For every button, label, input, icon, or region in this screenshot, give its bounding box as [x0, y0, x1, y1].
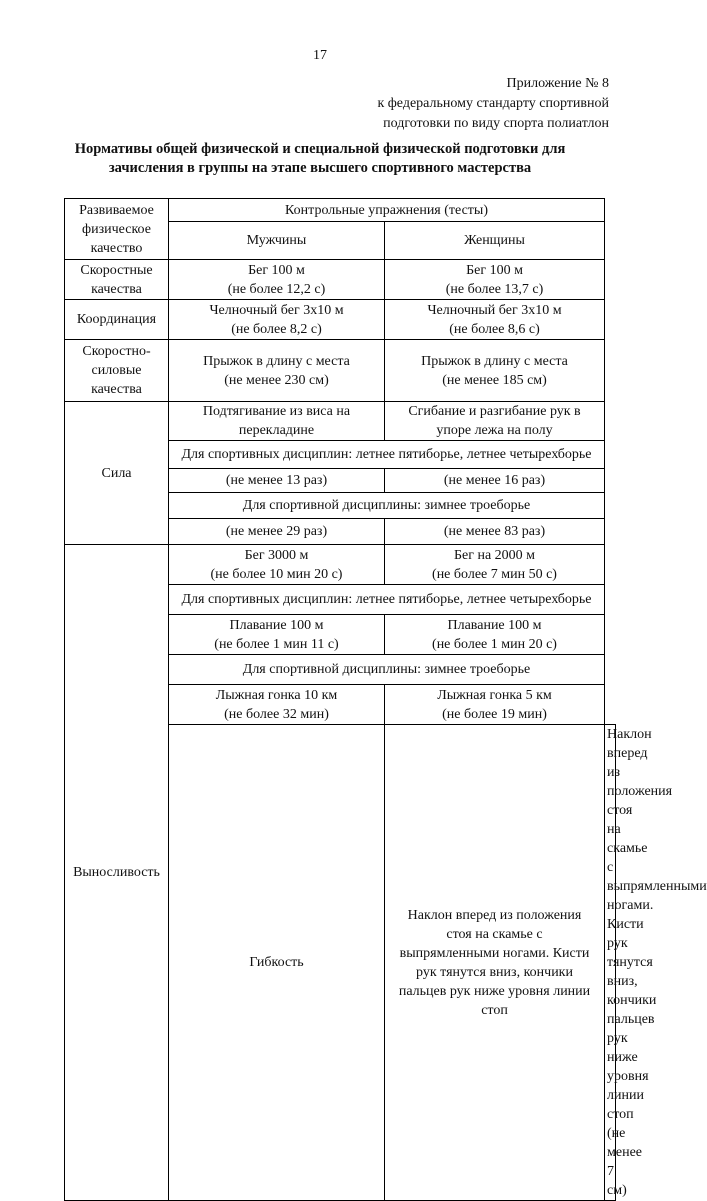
- women-cell: (не менее 16 раз): [385, 469, 605, 493]
- women-cell: (не менее 83 раз): [385, 519, 605, 545]
- quality-label: силовые: [91, 363, 142, 378]
- exercise-text: Бег 3000 м: [244, 547, 309, 563]
- exercise-text: Плавание 100 м: [229, 617, 324, 633]
- men-cell: [169, 340, 385, 402]
- norm-text: (не более 12,2 с): [227, 281, 326, 297]
- norm-text: (не менее 7 см): [607, 1126, 643, 1198]
- appendix-sport: подготовки по виду спорта полиатлон: [383, 116, 609, 131]
- norm-text: (не более 10 мин 20 с): [210, 566, 343, 582]
- norm-text: (не более 8,6 с): [449, 321, 540, 337]
- table-row-endurance: [65, 545, 616, 585]
- exercise-text: Сгибание и разгибание рук в: [408, 404, 581, 419]
- header-quality-cell: [65, 199, 169, 260]
- norm-text: (не более 7 мин 50 с): [432, 566, 557, 582]
- document-title: [60, 140, 580, 178]
- quality-label: качества: [91, 281, 142, 297]
- norm-text: (не менее 185 см): [442, 372, 547, 388]
- norm-text: (не более 19 мин): [442, 706, 547, 722]
- exercise-text: Лыжная гонка 10 км: [215, 687, 338, 703]
- men-cell: [169, 300, 385, 340]
- men-cell: [169, 545, 385, 585]
- table-row-coordination: [65, 300, 616, 340]
- exercise-text: Бег 100 м: [466, 262, 523, 278]
- quality-cell-endurance: Выносливость: [65, 545, 169, 1201]
- exercise-text: Наклон вперед из положения: [607, 727, 673, 799]
- norm-text: (не более 8,2 с): [231, 321, 322, 337]
- quality-cell-flexibility: Гибкость: [169, 725, 385, 1201]
- norm-text: (не менее 230 см): [224, 372, 329, 388]
- exercise-text: упоре лежа на полу: [436, 423, 553, 438]
- norm-text: (не более 13,7 с): [445, 281, 544, 297]
- header-women-cell: Женщины: [385, 222, 605, 260]
- men-cell: (не менее 29 раз): [169, 519, 385, 545]
- men-cell: [169, 685, 385, 725]
- norm-text: (не более 32 мин): [224, 706, 329, 722]
- exercise-text: Бег 100 м: [248, 262, 305, 278]
- exercise-text: Бег на 2000 м: [453, 547, 536, 563]
- exercise-text: Прыжок в длину с места: [421, 353, 568, 369]
- exercise-text: уровня линии стоп: [607, 1069, 649, 1122]
- norm-text: (не более 1 мин 11 с): [214, 636, 339, 652]
- women-cell: [605, 725, 707, 1201]
- discipline-cell: Для спортивной дисциплины: зимнее троеборье: [169, 655, 605, 685]
- header-quality-line: качество: [90, 240, 143, 256]
- quality-cell-strength: Сила: [65, 402, 169, 545]
- women-cell: [385, 340, 605, 402]
- exercise-text: выпрямленными ногами. Кисти: [399, 945, 590, 961]
- quality-cell-coordination: Координация: [65, 300, 169, 340]
- norm-text: (не более 1 мин 20 с): [432, 636, 557, 652]
- norms-table: [64, 198, 707, 1201]
- quality-cell-speed: [65, 260, 169, 300]
- women-cell: [385, 260, 605, 300]
- exercise-text: стоя на скамье с: [446, 926, 543, 942]
- exercise-text: Лыжная гонка 5 км: [437, 687, 552, 703]
- header-row: [65, 199, 616, 222]
- men-cell: [169, 260, 385, 300]
- exercise-text: пальцев рук ниже уровня линии: [398, 983, 591, 999]
- exercise-text: кончики пальцев рук ниже: [607, 993, 657, 1065]
- men-cell: [385, 725, 605, 1201]
- men-cell: [169, 615, 385, 655]
- exercise-text: стоп: [481, 1002, 508, 1018]
- women-cell: [385, 615, 605, 655]
- discipline-cell: Для спортивных дисциплин: летнее пятиборье, летнее четырехборье: [169, 441, 605, 469]
- exercise-text: стоя на скамье с выпрямленными: [607, 803, 707, 894]
- men-cell: [169, 402, 385, 441]
- appendix-header: [377, 74, 609, 134]
- appendix-number: Приложение № 8: [506, 76, 609, 91]
- page-number: 17: [313, 48, 327, 63]
- title-line-2: зачисления в группы на этапе высшего спортивного мастерства: [108, 160, 532, 176]
- exercise-text: Челночный бег 3x10 м: [209, 302, 344, 318]
- exercise-text: ногами. Кисти рук тянутся вниз,: [607, 898, 654, 989]
- header-tests-cell: Контрольные упражнения (тесты): [169, 199, 605, 222]
- table-row-strength: [65, 402, 616, 441]
- exercise-text: Прыжок в длину с места: [203, 353, 350, 369]
- title-line-1: Нормативы общей физической и специальной физической подготовки для: [74, 141, 566, 157]
- exercise-text: перекладине: [238, 423, 315, 438]
- quality-cell-speed-strength: [65, 340, 169, 402]
- women-cell: [385, 685, 605, 725]
- exercise-text: Плавание 100 м: [447, 617, 542, 633]
- table-row-speed-strength: [65, 340, 616, 402]
- quality-label: качества: [91, 382, 142, 397]
- exercise-text: Подтягивание из виса на: [202, 404, 351, 419]
- header-men-cell: Мужчины: [169, 222, 385, 260]
- women-cell: [385, 545, 605, 585]
- header-quality-line: физическое: [82, 221, 151, 237]
- appendix-standard: к федеральному стандарту спортивной: [377, 96, 609, 111]
- exercise-text: Наклон вперед из положения: [407, 907, 582, 923]
- quality-label: Скоростно-: [82, 344, 151, 359]
- table-row-speed: [65, 260, 616, 300]
- header-quality-line: Развиваемое: [79, 202, 154, 218]
- women-cell: [385, 300, 605, 340]
- women-cell: [385, 402, 605, 441]
- exercise-text: рук тянутся вниз, кончики: [416, 964, 573, 980]
- discipline-cell: Для спортивных дисциплин: летнее пятиборье, летнее четырехборье: [169, 585, 605, 615]
- discipline-cell: Для спортивной дисциплины: зимнее троеборье: [169, 493, 605, 519]
- men-cell: (не менее 13 раз): [169, 469, 385, 493]
- exercise-text: Челночный бег 3x10 м: [427, 302, 562, 318]
- quality-label: Скоростные: [80, 262, 153, 278]
